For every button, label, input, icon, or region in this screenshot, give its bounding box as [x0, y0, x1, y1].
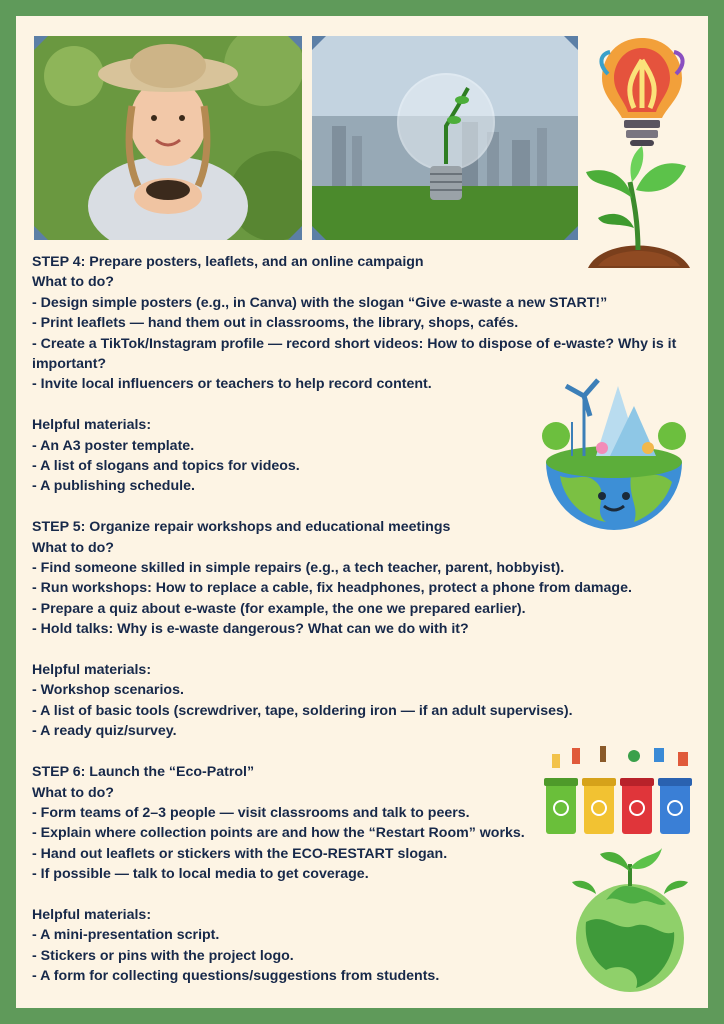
photo-corner — [312, 36, 326, 50]
child-photo-illustration — [34, 36, 302, 240]
list-item: - Design simple posters (e.g., in Canva) with the slogan “Give e-waste a new START!” — [32, 294, 608, 311]
list-item: - Explain where collection points are and how the “Restart Room” works. — [32, 825, 525, 842]
list-item: - Create a TikTok/Instagram profile — record short videos: How to dispose of e-waste? Why is it important? — [32, 335, 677, 373]
list-item: - Hand out leaflets or stickers with the ECO-RESTART slogan. — [32, 845, 448, 862]
photo-corner — [34, 36, 48, 50]
step-6-section — [32, 762, 694, 986]
list-item: - Find someone skilled in simple repairs (e.g., a tech teacher, parent, hobbyist). — [32, 560, 565, 577]
lightbulb-photo-illustration — [312, 36, 578, 240]
list-item: - If possible — talk to local media to get coverage. — [32, 866, 369, 883]
photo-lightbulb-city — [312, 36, 578, 240]
section-heading: STEP 6: Launch the “Eco-Patrol” — [32, 764, 255, 781]
photo-corner — [564, 36, 578, 50]
list-item: - Form teams of 2–3 people — visit classrooms and talk to peers. — [32, 804, 470, 821]
main-text — [32, 252, 694, 987]
list-item: - A publishing schedule. — [32, 478, 195, 495]
list-item: - An A3 poster template. — [32, 437, 195, 454]
what-to-do-label: What to do? — [32, 274, 114, 291]
photo-corner — [34, 226, 48, 240]
materials-label: Helpful materials: — [32, 906, 152, 923]
materials-label: Helpful materials: — [32, 417, 152, 434]
colorful-lightbulb-icon — [594, 34, 690, 150]
materials-label: Helpful materials: — [32, 662, 152, 679]
list-item: - A form for collecting questions/suggestions from students. — [32, 968, 440, 985]
photo-corner — [312, 226, 326, 240]
section-heading: STEP 4: Prepare posters, leaflets, and an online campaign — [32, 254, 424, 270]
step-5-section — [32, 517, 694, 741]
list-item: - Stickers or pins with the project logo. — [32, 947, 294, 964]
list-item: - Invite local influencers or teachers to help record content. — [32, 376, 432, 393]
what-to-do-label: What to do? — [32, 539, 114, 556]
list-item: - A mini-presentation script. — [32, 927, 220, 944]
photo-child-holding-soil — [34, 36, 302, 240]
list-item: - A ready quiz/survey. — [32, 723, 177, 740]
photo-corner — [288, 226, 302, 240]
photo-corner — [564, 226, 578, 240]
section-heading: STEP 5: Organize repair workshops and educational meetings — [32, 519, 451, 536]
list-item: - Prepare a quiz about e-waste (for example, the one we prepared earlier). — [32, 600, 526, 617]
list-item: - Run workshops: How to replace a cable, fix headphones, protect a phone from damage. — [32, 580, 632, 597]
what-to-do-label: What to do? — [32, 784, 114, 801]
list-item: - Print leaflets — hand them out in classrooms, the library, shops, cafés. — [32, 315, 519, 332]
list-item: - Hold talks: Why is e-waste dangerous? What can we do with it? — [32, 621, 469, 638]
photo-corner — [288, 36, 302, 50]
list-item: - Workshop scenarios. — [32, 682, 184, 699]
list-item: - A list of basic tools (screwdriver, tape, soldering iron — if an adult supervises). — [32, 702, 573, 719]
list-item: - A list of slogans and topics for videos. — [32, 458, 300, 475]
step-4-section — [32, 252, 694, 497]
poster-page — [16, 16, 708, 1008]
